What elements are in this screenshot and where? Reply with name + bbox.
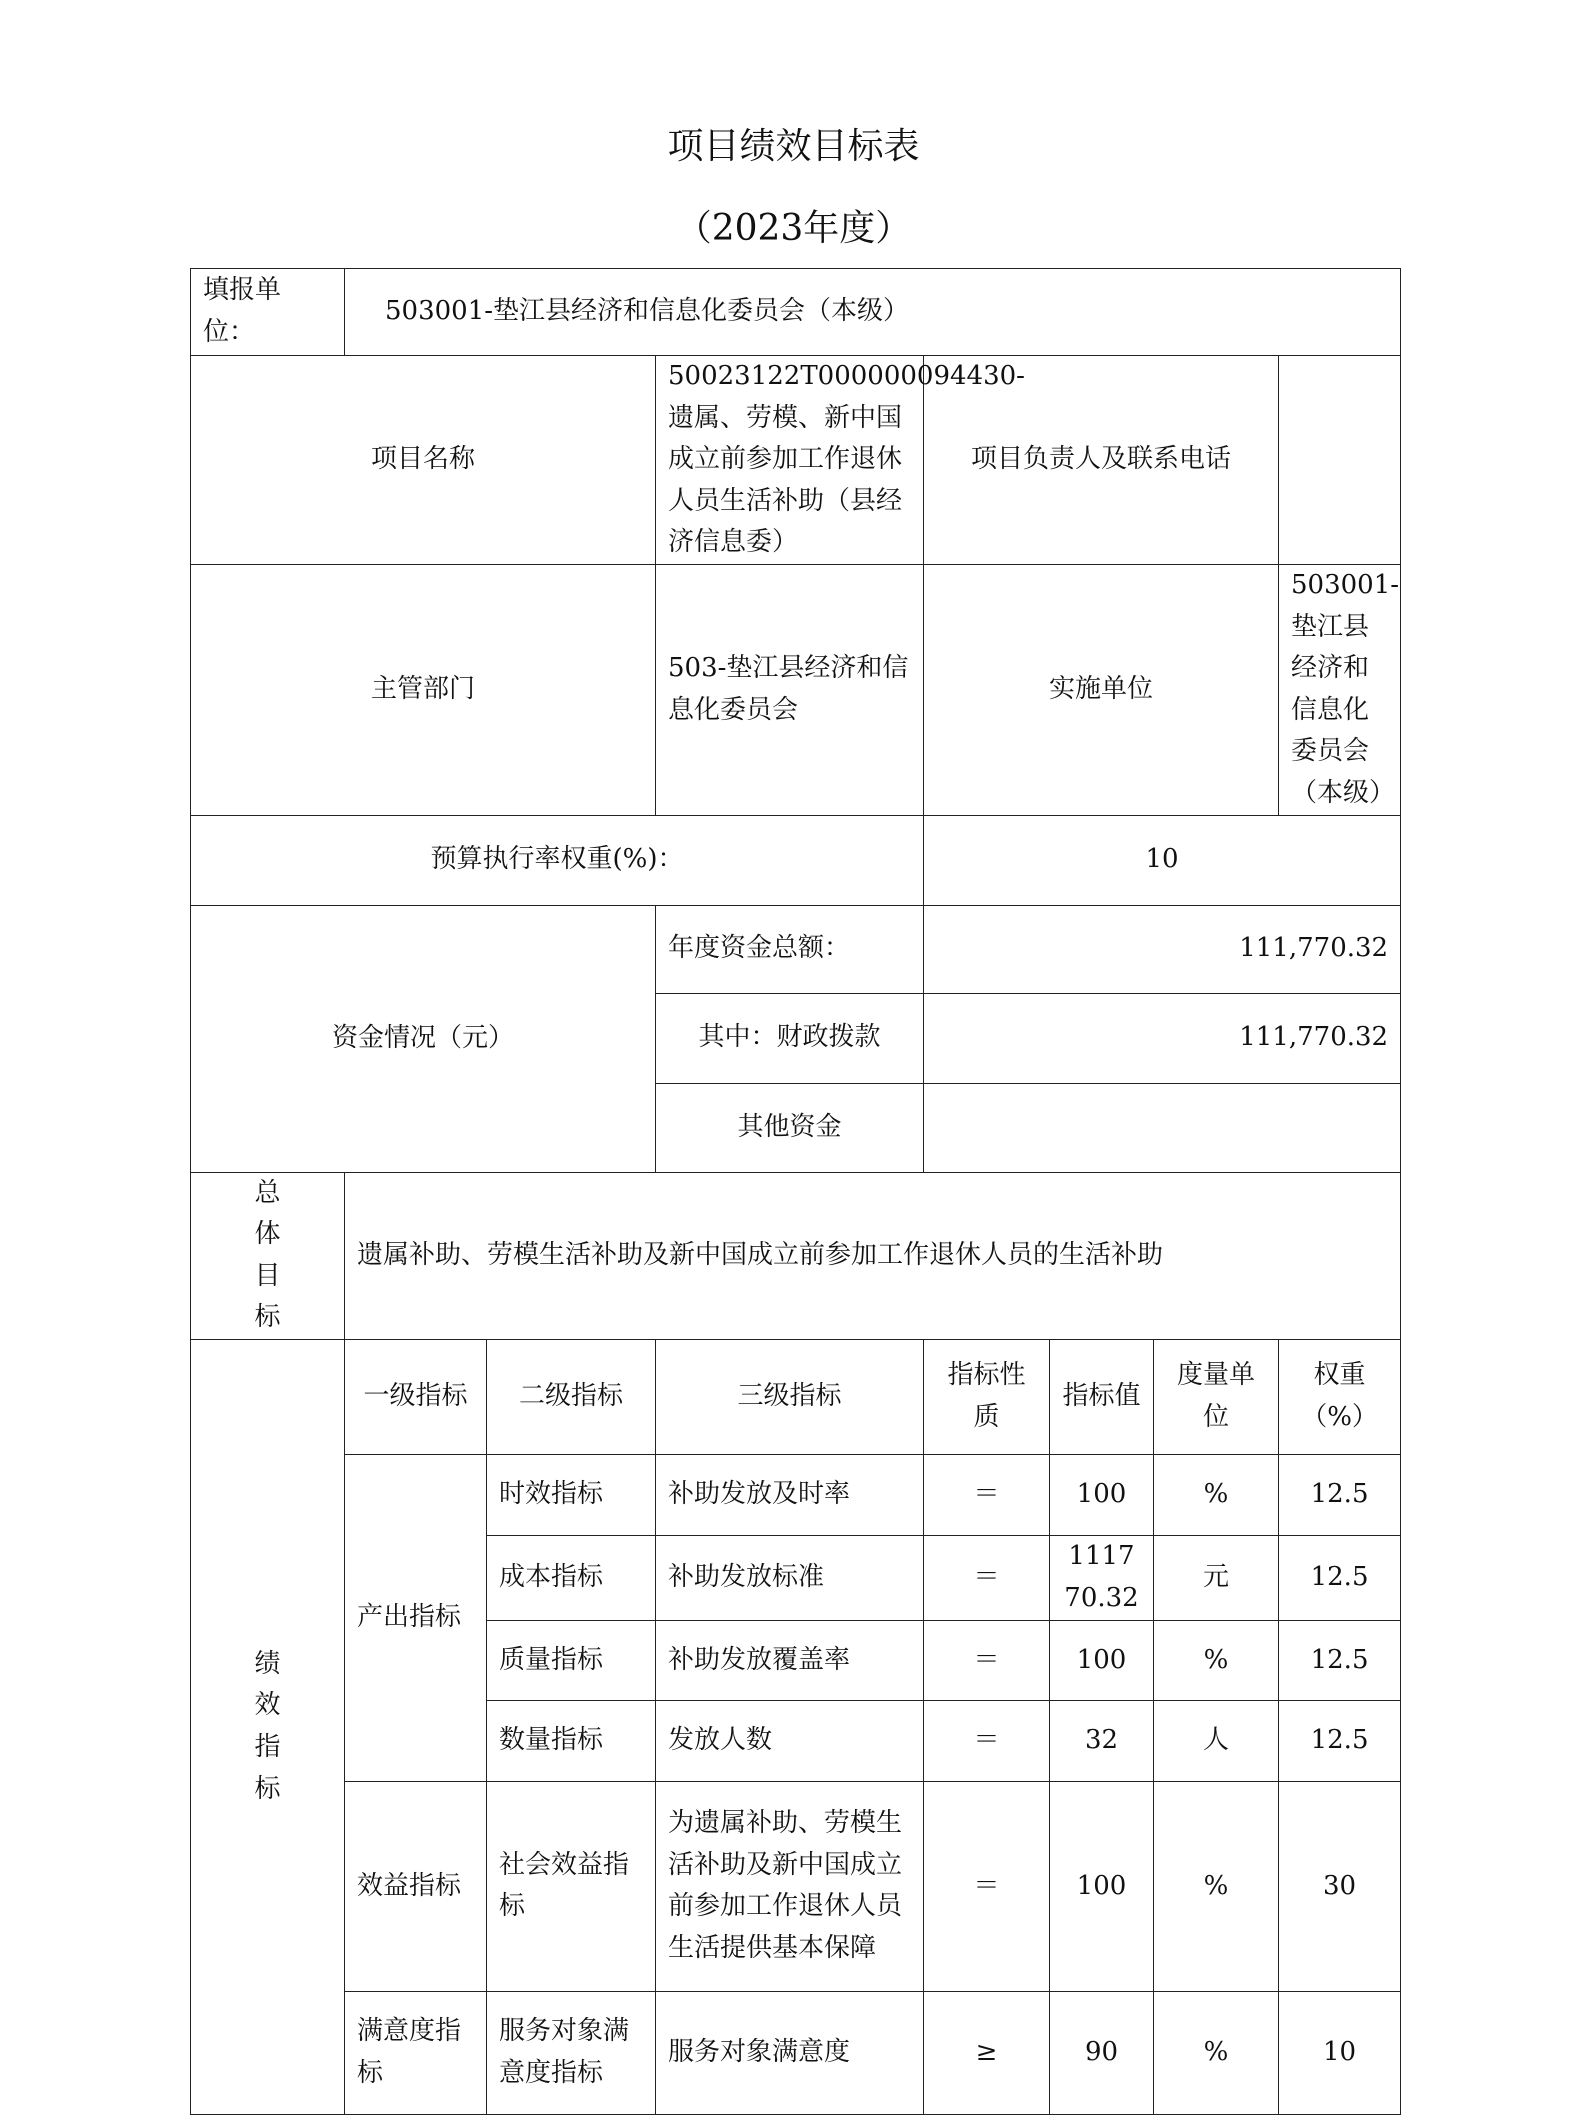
level2-cell: 社会效益指标 bbox=[487, 1781, 656, 1991]
project-name-label: 项目名称 bbox=[191, 356, 656, 565]
level3-cell: 补助发放标准 bbox=[656, 1535, 924, 1620]
perf-header-nature: 指标性质 bbox=[924, 1339, 1050, 1454]
funds-label: 资金情况（元） bbox=[191, 905, 656, 1172]
level3-cell: 发放人数 bbox=[656, 1700, 924, 1781]
project-name-value: 50023122T000000094430-遗属、劳模、新中国成立前参加工作退休人员生活补助（县经济信息委） bbox=[656, 356, 924, 565]
level3-cell: 补助发放覆盖率 bbox=[656, 1620, 924, 1700]
value-cell: 100 bbox=[1050, 1454, 1154, 1535]
funds-other-label: 其他资金 bbox=[656, 1083, 924, 1172]
funds-total-value: 111,770.32 bbox=[924, 905, 1401, 993]
nature-cell: ＝ bbox=[924, 1781, 1050, 1991]
value-cell: 90 bbox=[1050, 1991, 1154, 2114]
perf-header-weight: 权重（%） bbox=[1279, 1339, 1401, 1454]
level1-output: 产出指标 bbox=[345, 1454, 487, 1781]
level3-cell: 为遗属补助、劳模生活补助及新中国成立前参加工作退休人员生活提供基本保障 bbox=[656, 1781, 924, 1991]
level2-cell: 时效指标 bbox=[487, 1454, 656, 1535]
nature-cell: ＝ bbox=[924, 1700, 1050, 1781]
performance-target-table bbox=[190, 268, 1401, 2115]
perf-header-unit: 度量单位 bbox=[1154, 1339, 1279, 1454]
table-row bbox=[191, 1991, 1401, 2114]
level1-benefit: 效益指标 bbox=[345, 1781, 487, 1991]
unit-label: 填报单位： bbox=[191, 269, 345, 356]
weight-cell: 12.5 bbox=[1279, 1535, 1401, 1620]
unit-cell: 人 bbox=[1154, 1700, 1279, 1781]
level3-cell: 补助发放及时率 bbox=[656, 1454, 924, 1535]
funds-fiscal-value: 111,770.32 bbox=[924, 993, 1401, 1083]
table-row bbox=[191, 1454, 1401, 1535]
unit-cell: % bbox=[1154, 1991, 1279, 2114]
perf-header-level1: 一级指标 bbox=[345, 1339, 487, 1454]
unit-cell: % bbox=[1154, 1454, 1279, 1535]
page-title: 项目绩效目标表 bbox=[667, 126, 920, 167]
level3-cell: 服务对象满意度 bbox=[656, 1991, 924, 2114]
weight-cell: 30 bbox=[1279, 1781, 1401, 1991]
funds-other-value bbox=[924, 1083, 1401, 1172]
dept-label: 主管部门 bbox=[191, 564, 656, 815]
goal-label bbox=[191, 1172, 345, 1339]
funds-fiscal-label: 其中：财政拨款 bbox=[656, 993, 924, 1083]
level2-cell: 服务对象满意度指标 bbox=[487, 1991, 656, 2114]
nature-cell: ＝ bbox=[924, 1620, 1050, 1700]
perf-header-row bbox=[191, 1339, 1401, 1454]
level2-cell: 成本指标 bbox=[487, 1535, 656, 1620]
value-cell: 111770.32 bbox=[1050, 1535, 1154, 1620]
perf-label bbox=[191, 1339, 345, 2114]
perf-header-value: 指标值 bbox=[1050, 1339, 1154, 1454]
owner-label: 项目负责人及联系电话 bbox=[924, 356, 1279, 565]
value-cell: 100 bbox=[1050, 1620, 1154, 1700]
nature-cell: ＝ bbox=[924, 1535, 1050, 1620]
weight-cell: 10 bbox=[1279, 1991, 1401, 2114]
unit-value: 503001-垫江县经济和信息化委员会（本级） bbox=[345, 269, 1401, 356]
level2-cell: 质量指标 bbox=[487, 1620, 656, 1700]
value-cell: 32 bbox=[1050, 1700, 1154, 1781]
value-cell: 100 bbox=[1050, 1781, 1154, 1991]
perf-header-level3: 三级指标 bbox=[656, 1339, 924, 1454]
goal-text: 遗属补助、劳模生活补助及新中国成立前参加工作退休人员的生活补助 bbox=[345, 1172, 1401, 1339]
funds-total-label: 年度资金总额： bbox=[656, 905, 924, 993]
perf-header-level2: 二级指标 bbox=[487, 1339, 656, 1454]
unit-cell: 元 bbox=[1154, 1535, 1279, 1620]
weight-cell: 12.5 bbox=[1279, 1454, 1401, 1535]
unit-cell: % bbox=[1154, 1781, 1279, 1991]
owner-value bbox=[1279, 356, 1401, 565]
goal-label-text: 总 体 目 标 bbox=[254, 1177, 281, 1333]
unit-cell: % bbox=[1154, 1620, 1279, 1700]
weight-cell: 12.5 bbox=[1279, 1620, 1401, 1700]
budget-rate-value: 10 bbox=[924, 815, 1401, 905]
page-subtitle: （2023年度） bbox=[675, 208, 912, 249]
impl-value: 503001-垫江县经济和信息化委员会（本级） bbox=[1279, 564, 1401, 815]
level2-cell: 数量指标 bbox=[487, 1700, 656, 1781]
table-row bbox=[191, 1781, 1401, 1991]
nature-cell: ＝ bbox=[924, 1454, 1050, 1535]
impl-label: 实施单位 bbox=[924, 564, 1279, 815]
budget-rate-label: 预算执行率权重(%)： bbox=[191, 815, 924, 905]
perf-label-text: 绩 效 指 标 bbox=[254, 1648, 281, 1804]
weight-cell: 12.5 bbox=[1279, 1700, 1401, 1781]
nature-cell: ≥ bbox=[924, 1991, 1050, 2114]
dept-value: 503-垫江县经济和信息化委员会 bbox=[656, 564, 924, 815]
level1-satisfaction: 满意度指标 bbox=[345, 1991, 487, 2114]
